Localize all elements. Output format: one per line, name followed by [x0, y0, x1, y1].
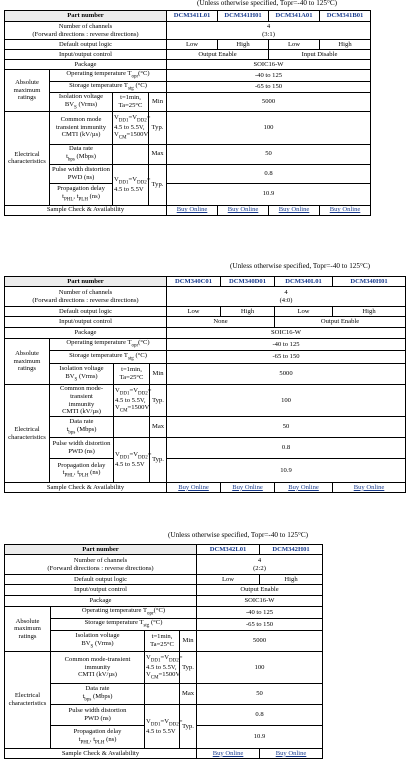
- pwd-value: 0.8: [167, 438, 406, 459]
- logic-value: Low: [167, 40, 218, 50]
- package-label: Package: [5, 60, 167, 70]
- logic-value: High: [333, 307, 406, 317]
- io-control-value: Output Enable: [197, 585, 323, 596]
- buy-online-link[interactable]: Buy Online: [278, 206, 310, 214]
- prop-delay-value: 10.9: [167, 183, 371, 205]
- buy-online-link[interactable]: Buy Online: [275, 749, 307, 757]
- max-label: Max: [150, 417, 167, 438]
- data-rate-value: 50: [167, 144, 371, 164]
- logic-value: High: [218, 40, 269, 50]
- logic-value: Low: [275, 307, 333, 317]
- pwd-condition: $V_{DD1}=V_{DD2}=$ 4.5 to 5.5V: [145, 705, 180, 749]
- cmti-value: 100: [197, 652, 323, 684]
- cmti-condition: $V_{DD1}=V_{DD2}=$ 4.5 to 5.5V, $V_{CM}=1500V$: [113, 111, 149, 144]
- part-number-header: Part number: [5, 11, 167, 22]
- logic-value: Low: [167, 307, 221, 317]
- cmti-condition: $V_{DD1}=V_{DD2}=$ 4.5 to 5.5V, $V_{CM}=1500V$: [145, 652, 180, 684]
- part-number-header: Part number: [5, 545, 197, 555]
- part-dcm340h01: DCM340H01: [333, 277, 406, 287]
- cmti-label: Common mode-transient immunity CMTI (kV/µs): [50, 385, 114, 417]
- max-label: Max: [180, 684, 197, 705]
- logic-value: Low: [269, 40, 320, 50]
- data-rate-label: Data rate $t_{bps}$ (Mbps): [51, 684, 145, 705]
- pwd-condition: $V_{DD1}=V_{DD2}=$ 4.5 to 5.5V: [113, 164, 149, 205]
- abs-max-label: Absolute maximum ratings: [5, 70, 50, 112]
- elec-char-label: Electrical characteristics: [5, 652, 51, 749]
- pwd-value: 0.8: [167, 164, 371, 183]
- default-logic-label: Default output logic: [5, 307, 167, 317]
- pwd-label: Pulse width distortion PWD (ns): [50, 438, 114, 459]
- buy-online-link[interactable]: Buy Online: [329, 206, 361, 214]
- channels-value: 4 (2:2): [197, 555, 323, 575]
- abs-max-label: Absolute maximum ratings: [5, 339, 50, 385]
- part-dcm340c01: DCM340C01: [167, 277, 221, 287]
- logic-value: High: [260, 575, 323, 585]
- io-control-value: None: [167, 317, 275, 328]
- part-dcm342h01: DCM342H01: [260, 545, 323, 555]
- condition-note-3: (Unless otherwise specified, Topr=-40 to 125°C): [168, 531, 309, 539]
- condition-note-1: (Unless otherwise specified, Topr=-40 to 125°C): [197, 0, 338, 7]
- spec-table-dcm342: [4, 544, 323, 759]
- cmti-condition: $V_{DD1}=V_{DD2}=$ 4.5 to 5.5V, $V_{CM}=1500V$: [114, 385, 150, 417]
- channels-value: 4 (3:1): [167, 22, 371, 40]
- default-logic-label: Default output logic: [5, 40, 167, 50]
- part-dcm341a01: DCM341A01: [269, 11, 320, 22]
- io-control-value: Output Enable: [167, 50, 269, 60]
- part-dcm340l01: DCM340L01: [275, 277, 333, 287]
- iso-value: 5000: [167, 93, 371, 112]
- data-rate-value: 50: [167, 417, 406, 438]
- cmti-value: 100: [167, 111, 371, 144]
- pwd-condition: $V_{DD1}=V_{DD2}=$ 4.5 to 5.5V: [114, 438, 150, 483]
- st-temp-value: -65 to 150: [167, 82, 371, 93]
- data-rate-cond: [114, 417, 150, 438]
- prop-delay-label: Propagation delay $t_{PHL}$, $t_{PLH}$ (ns): [50, 183, 113, 205]
- data-rate-value: 50: [197, 684, 323, 705]
- typ-label: Typ.: [150, 385, 167, 417]
- st-temp-label: Storage temperature $T_{stg}$ (°C): [50, 351, 167, 364]
- prop-delay-value: 10.9: [167, 459, 406, 483]
- st-temp-label: Storage temperature $T_{stg}$ (°C): [51, 619, 197, 631]
- abs-max-label: Absolute maximum ratings: [5, 607, 51, 652]
- iso-voltage-label: Isolation voltage $BV_S$ (Vrms): [51, 631, 145, 652]
- typ-label: Typ.: [149, 164, 167, 205]
- buy-online-link[interactable]: Buy Online: [176, 206, 208, 214]
- spec-table-dcm340: [4, 276, 406, 493]
- typ-label: Typ.: [149, 111, 167, 144]
- iso-value: 5000: [167, 364, 406, 385]
- buy-online-link[interactable]: Buy Online: [212, 749, 244, 757]
- channels-label: Number of channels (Forward directions : reverse directions): [5, 287, 167, 307]
- channels-label: Number of channels (Forward directions : reverse directions): [5, 555, 197, 575]
- package-label: Package: [5, 328, 167, 339]
- iso-value: 5000: [197, 631, 323, 652]
- op-temp-label: Operating temperature $T_{opr}(^\circ C)$: [51, 607, 197, 619]
- op-temp-label: Operating temperature $T_{opr}(^\circ C)$: [50, 70, 167, 82]
- channels-value: 4 (4:0): [167, 287, 406, 307]
- iso-voltage-label: Isolation voltage $BV_S$ (Vrms): [50, 364, 114, 385]
- sample-label: Sample Check & Availability: [5, 483, 167, 493]
- part-dcm341h01: DCM341H01: [218, 11, 269, 22]
- st-temp-value: -65 to 150: [197, 619, 323, 631]
- iso-condition: t=1min, Ta=25°C: [145, 631, 180, 652]
- buy-online-link[interactable]: Buy Online: [353, 483, 385, 491]
- logic-value: Low: [197, 575, 260, 585]
- logic-value: High: [320, 40, 371, 50]
- iso-condition: t=1min, Ta=25°C: [114, 364, 150, 385]
- typ-label: Typ.: [180, 652, 197, 684]
- part-dcm340d01: DCM340D01: [221, 277, 275, 287]
- st-temp-label: Storage temperature $T_{stg}$ (°C): [50, 82, 167, 93]
- st-temp-value: -65 to 150: [167, 351, 406, 364]
- io-control-label: Input/output control: [5, 585, 197, 596]
- channels-label: Number of channels (Forward directions : reverse directions): [5, 22, 167, 40]
- logic-value: High: [221, 307, 275, 317]
- sample-label: Sample Check & Availability: [5, 205, 167, 215]
- package-value: SOIC16-W: [167, 60, 371, 70]
- part-dcm342l01: DCM342L01: [197, 545, 260, 555]
- prop-delay-label: Propagation delay $t_{PHL}$, $t_{PLH}$ (ns): [50, 459, 114, 483]
- spec-table-dcm341: [4, 10, 371, 216]
- part-dcm341l01: DCM341L01: [167, 11, 218, 22]
- min-label: Min: [149, 93, 167, 112]
- typ-label: Typ.: [180, 705, 197, 749]
- cmti-label: Common mode-transient immunity CMTI (kV/µs): [51, 652, 145, 684]
- op-temp-value: -40 to 125: [197, 607, 323, 619]
- buy-online-link[interactable]: Buy Online: [227, 206, 259, 214]
- buy-online-link[interactable]: Buy Online: [232, 483, 263, 491]
- buy-online-link[interactable]: Buy Online: [178, 483, 209, 491]
- io-control-label: Input/output control: [5, 317, 167, 328]
- op-temp-value: -40 to 125: [167, 339, 406, 351]
- package-value: SOIC16-W: [197, 596, 323, 607]
- cmti-label: Common mode transient immunity CMTI (kV/µs): [50, 111, 113, 144]
- max-label: Max: [149, 144, 167, 164]
- io-control-value: Input Disable: [269, 50, 371, 60]
- elec-char-label: Electrical characteristics: [5, 385, 50, 483]
- part-number-header: Part number: [5, 277, 167, 287]
- package-value: SOIC16-W: [167, 328, 406, 339]
- typ-label: Typ.: [150, 438, 167, 483]
- data-rate-label: Data rate $t_{bps}$ (Mbps): [50, 417, 114, 438]
- elec-char-label: Electrical characteristics: [5, 111, 50, 205]
- data-rate-label: Data rate $t_{bps}$ (Mbps): [50, 144, 113, 164]
- io-control-value: Output Enable: [275, 317, 406, 328]
- condition-note-2: (Unless otherwise specified, Topr=-40 to 125°C): [230, 262, 371, 270]
- io-control-label: Input/output control: [5, 50, 167, 60]
- package-label: Package: [5, 596, 197, 607]
- min-label: Min: [150, 364, 167, 385]
- data-rate-cond: [145, 684, 180, 705]
- data-rate-cond: [113, 144, 149, 164]
- pwd-label: Pulse width distortion PWD (ns): [51, 705, 145, 726]
- cmti-value: 100: [167, 385, 406, 417]
- iso-voltage-label: Isolation voltage $BV_S$ (Vrms): [50, 93, 113, 112]
- buy-online-link[interactable]: Buy Online: [288, 483, 319, 491]
- part-dcm341b01: DCM341B01: [320, 11, 371, 22]
- sample-label: Sample Check & Availability: [5, 749, 197, 759]
- pwd-value: 0.8: [197, 705, 323, 726]
- prop-delay-label: Propagation delay $t_{PHL}$, $t_{PLH}$ (ns): [51, 726, 145, 749]
- prop-delay-value: 10.9: [197, 726, 323, 749]
- iso-condition: t=1min, Ta=25°C: [113, 93, 149, 112]
- op-temp-label: Operating temperature $T_{opr}(^\circ C)$: [50, 339, 167, 351]
- pwd-label: Pulse width distortion PWD (ns): [50, 164, 113, 183]
- min-label: Min: [180, 631, 197, 652]
- default-logic-label: Default output logic: [5, 575, 197, 585]
- op-temp-value: -40 to 125: [167, 70, 371, 82]
